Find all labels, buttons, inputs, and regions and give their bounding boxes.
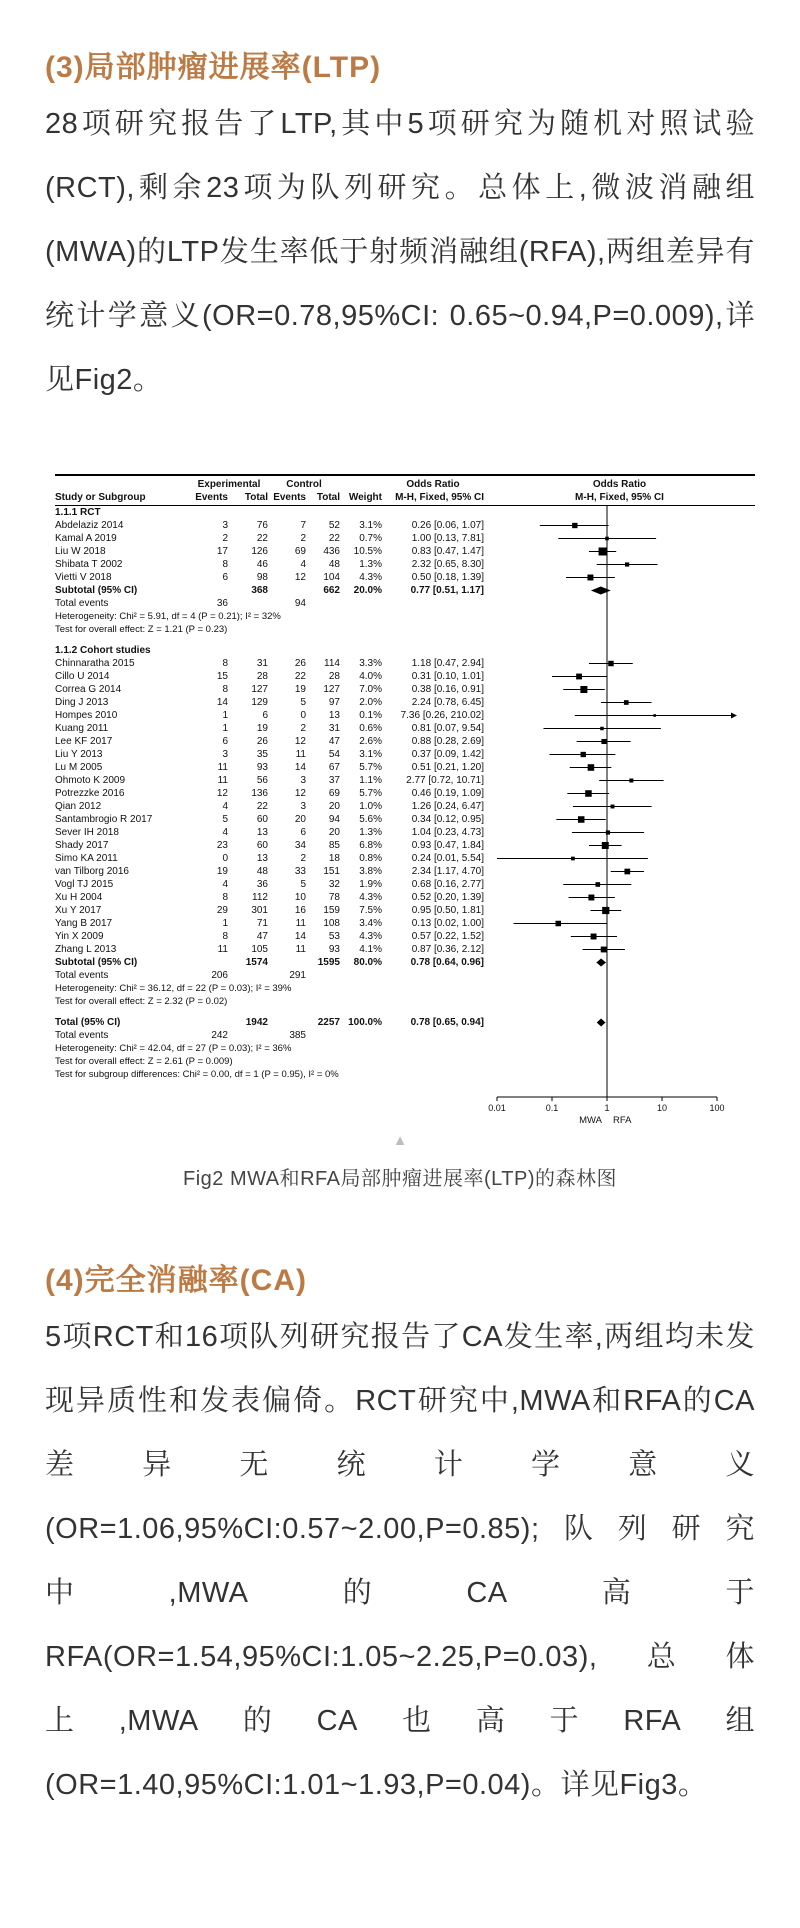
forest-row: Hompes 2010 1 6 0 13 0.1% 7.36 [0.26, 210.02] bbox=[55, 710, 484, 721]
col-group-odds-ratio: Odds Ratio bbox=[406, 479, 460, 490]
forest-header-row-groups bbox=[55, 478, 755, 491]
section-3-heading: (3)局部肿瘤进展率(LTP) bbox=[45, 51, 382, 84]
forest-row: Heterogeneity: Chi² = 42.04, df = 27 (P = 0.03); I² = 36% bbox=[55, 1043, 292, 1054]
forest-row: Cillo U 2014 15 28 22 28 4.0% 0.31 [0.10, 1.01] bbox=[55, 671, 484, 682]
svg-text:10: 10 bbox=[656, 1103, 668, 1113]
forest-row: Zhang L 2013 11 105 11 93 4.1% 0.87 [0.36, 2.12] bbox=[55, 944, 484, 955]
forest-plot-figure bbox=[55, 474, 755, 1126]
col-group-control: Control bbox=[286, 479, 322, 490]
forest-row: Test for overall effect: Z = 1.21 (P = 0.23) bbox=[55, 624, 228, 635]
forest-row: Simo KA 2011 0 13 2 18 0.8% 0.24 [0.01, 5.54] bbox=[55, 853, 484, 864]
section-3-paragraph: 28项研究报告了LTP,其中5项研究为随机对照试验(RCT),剩余23项为队列研究。总体上,微波消融组(MWA)的LTP发生率低于射频消融组(RFA),两组差异有统计学意义(OR=0.78,95%CI: 0.65~0.94,P=0.009),详见Fig2。 bbox=[45, 108, 755, 396]
forest-row: Total events 206 291 bbox=[55, 970, 306, 981]
forest-row: Subtotal (95% CI) 368 662 20.0% 0.77 [0.51, 1.17] bbox=[55, 585, 484, 596]
col-mh-ci: M-H, Fixed, 95% CI bbox=[395, 492, 484, 503]
forest-row: Test for overall effect: Z = 2.32 (P = 0.02) bbox=[55, 996, 228, 1007]
forest-row: Potrezzke 2016 12 136 12 69 5.7% 0.46 [0.19, 1.09] bbox=[55, 788, 484, 799]
forest-row: Shibata T 2002 8 46 4 48 1.3% 2.32 [0.65, 8.30] bbox=[55, 559, 484, 570]
forest-row: Yin X 2009 8 47 14 53 4.3% 0.57 [0.22, 1.52] bbox=[55, 931, 484, 942]
col-ctrl-total: Total bbox=[316, 492, 340, 503]
forest-row: Subtotal (95% CI) 1574 1595 80.0% 0.78 [0.64, 0.96] bbox=[55, 957, 484, 968]
col-mh-ci-plot: M-H, Fixed, 95% CI bbox=[575, 492, 664, 503]
forest-row: Ding J 2013 14 129 5 97 2.0% 2.24 [0.78, 6.45] bbox=[55, 697, 484, 708]
forest-table-header bbox=[55, 474, 755, 506]
forest-row: Kuang 2011 1 19 2 31 0.6% 0.81 [0.07, 9.54] bbox=[55, 723, 484, 734]
forest-plot-canvas bbox=[484, 506, 755, 1139]
col-weight: Weight bbox=[348, 492, 382, 503]
forest-row: Xu Y 2017 29 301 16 159 7.5% 0.95 [0.50, 1.81] bbox=[55, 905, 484, 916]
forest-row: Test for subgroup differences: Chi² = 0.00, df = 1 (P = 0.95), I² = 0% bbox=[55, 1069, 339, 1080]
forest-row: Qian 2012 4 22 3 20 1.0% 1.26 [0.24, 6.47] bbox=[55, 801, 484, 812]
forest-row: Correa G 2014 8 127 19 127 7.0% 0.38 [0.16, 0.91] bbox=[55, 684, 484, 695]
col-ctrl-events: Events bbox=[273, 492, 306, 503]
forest-row: Lee KF 2017 6 26 12 47 2.6% 0.88 [0.28, 2.69] bbox=[55, 736, 484, 747]
forest-row: Total events 242 385 bbox=[55, 1030, 306, 1041]
col-exp-total: Total bbox=[244, 492, 268, 503]
forest-row: 1.1.1 RCT bbox=[55, 507, 101, 518]
svg-text:1: 1 bbox=[604, 1103, 610, 1113]
section-4-heading: (4)完全消融率(CA) bbox=[45, 1264, 307, 1297]
collapse-arrow-icon: ▲ bbox=[392, 1132, 408, 1149]
col-group-experimental: Experimental bbox=[197, 479, 261, 490]
svg-text:100: 100 bbox=[709, 1103, 725, 1113]
forest-row: Abdelaziz 2014 3 76 7 52 3.1% 0.26 [0.06, 1.07] bbox=[55, 520, 484, 531]
forest-row: Vietti V 2018 6 98 12 104 4.3% 0.50 [0.18, 1.39] bbox=[55, 572, 484, 583]
forest-row: van Tilborg 2016 19 48 33 151 3.8% 2.34 [1.17, 4.70] bbox=[55, 866, 484, 877]
forest-row: Kamal A 2019 2 22 2 22 0.7% 1.00 [0.13, 7.81] bbox=[55, 533, 484, 544]
col-study: Study or Subgroup bbox=[55, 492, 146, 503]
forest-row: Heterogeneity: Chi² = 36.12, df = 22 (P = 0.03); I² = 39% bbox=[55, 983, 292, 994]
forest-row: Xu H 2004 8 112 10 78 4.3% 0.52 [0.20, 1.39] bbox=[55, 892, 484, 903]
forest-row: Santambrogio R 2017 5 60 20 94 5.6% 0.34 [0.12, 0.95] bbox=[55, 814, 484, 825]
forest-row: Heterogeneity: Chi² = 5.91, df = 4 (P = 0.21); I² = 32% bbox=[55, 611, 281, 622]
forest-header-row-columns bbox=[55, 491, 755, 504]
figure-caption: Fig2 MWA和RFA局部肿瘤进展率(LTP)的森林图 bbox=[182, 1168, 617, 1190]
forest-row: Total events 36 94 bbox=[55, 598, 306, 609]
forest-row: Yang B 2017 1 71 11 108 3.4% 0.13 [0.02, 1.00] bbox=[55, 918, 484, 929]
svg-text:0.01: 0.01 bbox=[488, 1103, 506, 1113]
forest-row: Vogl TJ 2015 4 36 5 32 1.9% 0.68 [0.16, 2.77] bbox=[55, 879, 484, 890]
forest-row: Sever IH 2018 4 13 6 20 1.3% 1.04 [0.23, 4.73] bbox=[55, 827, 484, 838]
col-group-odds-ratio-plot: Odds Ratio bbox=[592, 479, 647, 490]
forest-row: Chinnaratha 2015 8 31 26 114 3.3% 1.18 [0.47, 2.94] bbox=[55, 658, 484, 669]
forest-row: Ohmoto K 2009 11 56 3 37 1.1% 2.77 [0.72, 10.71] bbox=[55, 775, 484, 786]
forest-row: Lu M 2005 11 93 14 67 5.7% 0.51 [0.21, 1.20] bbox=[55, 762, 484, 773]
forest-row: Shady 2017 23 60 34 85 6.8% 0.93 [0.47, 1.84] bbox=[55, 840, 484, 851]
svg-text:MWA: MWA bbox=[579, 1115, 602, 1126]
forest-row: Total (95% CI) 1942 2257 100.0% 0.78 [0.65, 0.94] bbox=[55, 1017, 484, 1028]
forest-row: Liu Y 2013 3 35 11 54 3.1% 0.37 [0.09, 1.42] bbox=[55, 749, 484, 760]
svg-text:0.1: 0.1 bbox=[545, 1103, 559, 1113]
forest-row: 1.1.2 Cohort studies bbox=[55, 645, 151, 656]
forest-row: Liu W 2018 17 126 69 436 10.5% 0.83 [0.47, 1.47] bbox=[55, 546, 484, 557]
forest-row: Test for overall effect: Z = 2.61 (P = 0.009) bbox=[55, 1056, 233, 1067]
svg-text:RFA: RFA bbox=[613, 1115, 632, 1126]
col-exp-events: Events bbox=[195, 492, 228, 503]
section-4-paragraph: 5项RCT和16项队列研究报告了CA发生率,两组均未发现异质性和发表偏倚。RCT研究中,MWA和RFA的CA差异无统计学意义(OR=1.06,95%CI:0.57~2.00,P=0.85);队列研究中,MWA的CA高于RFA(OR=1.54,95%CI:1.05~2.25,P=0.03),总体上,MWA的CA也高于RFA组(OR=1.40,95%CI:1.01~1.93,P=0.04)。详见Fig3。 bbox=[45, 1321, 755, 1801]
